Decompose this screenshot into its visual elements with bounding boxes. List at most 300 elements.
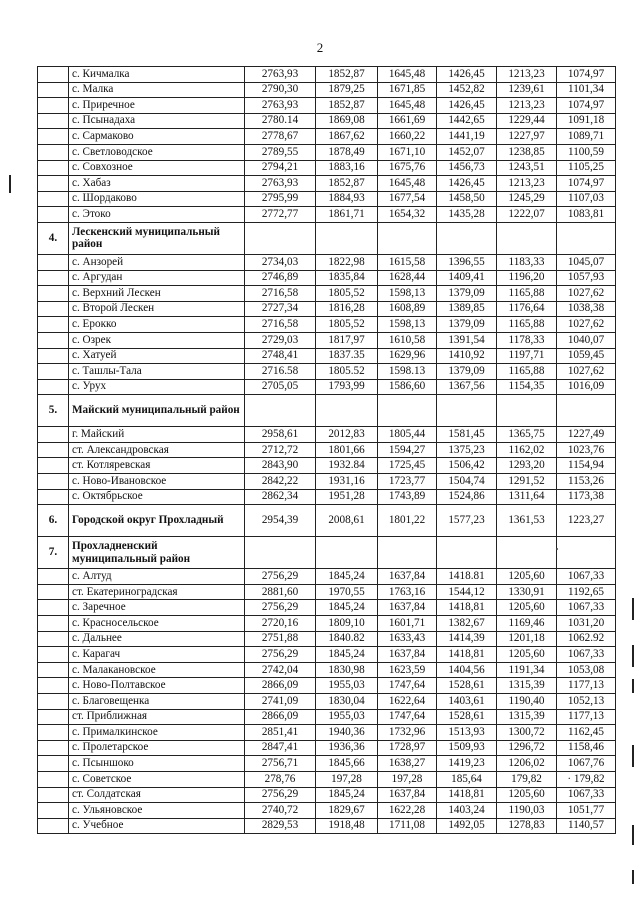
settlement-name-cell: с. Этоко	[69, 207, 245, 223]
row-index-cell	[38, 317, 69, 333]
value-cell: 1793,99	[316, 379, 378, 395]
value-cell: 1031,20	[557, 616, 616, 632]
settlement-name-cell: с. Ульяновское	[69, 803, 245, 819]
settlement-name-cell: с. Красносельское	[69, 616, 245, 632]
value-cell: 1067,76	[557, 756, 616, 772]
value-cell: 1223,27	[557, 505, 616, 537]
value-cell: 1045,07	[557, 254, 616, 270]
value-cell: 1229,44	[497, 113, 557, 129]
row-index-cell: 5.	[38, 395, 69, 427]
value-cell: 1852,87	[316, 67, 378, 83]
value-cell: 1074,97	[557, 176, 616, 192]
settlement-name-cell: с. Совхозное	[69, 160, 245, 176]
settlement-name-cell: с. Пролетарское	[69, 740, 245, 756]
value-cell: 2789,55	[245, 144, 316, 160]
value-cell: 1622,28	[378, 803, 437, 819]
settlement-name-cell: с. Ташлы-Тала	[69, 364, 245, 380]
margin-mark	[632, 645, 634, 667]
row-index-cell	[38, 67, 69, 83]
settlement-name-cell: ст. Александровская	[69, 442, 245, 458]
value-cell: 2842,22	[245, 474, 316, 490]
value-cell: 1382,67	[437, 616, 497, 632]
value-cell: 1162,45	[557, 725, 616, 741]
row-index-cell	[38, 144, 69, 160]
settlement-name-cell: с. Прималкинское	[69, 725, 245, 741]
value-cell: 1654,32	[378, 207, 437, 223]
row-index-cell	[38, 82, 69, 98]
row-index-cell	[38, 301, 69, 317]
value-cell: 1623,59	[378, 662, 437, 678]
value-cell: 1315,39	[497, 678, 557, 694]
page-number: 2	[316, 40, 324, 55]
value-cell: 1936,36	[316, 740, 378, 756]
settlement-name-cell: с. Малка	[69, 82, 245, 98]
value-cell: 1379,09	[437, 364, 497, 380]
row-index-cell	[38, 207, 69, 223]
table-row	[38, 160, 616, 176]
value-cell	[245, 222, 316, 254]
value-cell: 1176,64	[497, 301, 557, 317]
value-cell: 1205,60	[497, 600, 557, 616]
value-cell: 1243,51	[497, 160, 557, 176]
margin-mark	[632, 870, 634, 884]
value-cell: 1201,18	[497, 631, 557, 647]
value-cell: 1601,71	[378, 616, 437, 632]
district-name-cell: Лескенский муниципальный район	[69, 222, 245, 254]
value-cell: 1884,93	[316, 191, 378, 207]
value-cell: 1845,66	[316, 756, 378, 772]
value-cell: 1805,52	[316, 286, 378, 302]
value-cell: 2716,58	[245, 286, 316, 302]
value-cell: 1245,29	[497, 191, 557, 207]
value-cell: 1365,75	[497, 427, 557, 443]
value-cell: 1504,74	[437, 474, 497, 490]
row-index-cell	[38, 427, 69, 443]
value-cell: 1675,76	[378, 160, 437, 176]
row-index-cell	[38, 458, 69, 474]
scan-speck	[556, 548, 558, 550]
row-index-cell: 7.	[38, 537, 69, 569]
value-cell: 1725,45	[378, 458, 437, 474]
value-cell: 1418,81	[437, 647, 497, 663]
value-cell: 1955,03	[316, 709, 378, 725]
value-cell: 1426,45	[437, 176, 497, 192]
value-cell: 1190,40	[497, 694, 557, 710]
table-row	[38, 694, 616, 710]
value-cell: 1291,52	[497, 474, 557, 490]
value-cell: 1528,61	[437, 709, 497, 725]
value-cell: 1239,61	[497, 82, 557, 98]
value-cell: 1040,07	[557, 332, 616, 348]
value-cell: 1190,03	[497, 803, 557, 819]
value-cell: 1016,09	[557, 379, 616, 395]
value-cell: 1293,20	[497, 458, 557, 474]
table-row	[38, 647, 616, 663]
value-cell: 1628,44	[378, 270, 437, 286]
value-cell: 1404,56	[437, 662, 497, 678]
value-cell: 1361,53	[497, 505, 557, 537]
value-cell: 1083,81	[557, 207, 616, 223]
table-row	[38, 787, 616, 803]
value-cell: 2756,29	[245, 647, 316, 663]
value-cell: 2843,90	[245, 458, 316, 474]
row-index-cell	[38, 254, 69, 270]
value-cell: 1951,28	[316, 489, 378, 505]
table-row	[38, 616, 616, 632]
value-cell: 1845,24	[316, 600, 378, 616]
value-cell: 2756,29	[245, 569, 316, 585]
value-cell: 2778,67	[245, 129, 316, 145]
margin-mark	[632, 598, 634, 620]
row-index-cell	[38, 98, 69, 114]
table-row	[38, 803, 616, 819]
settlement-name-cell: с. Второй Лескен	[69, 301, 245, 317]
value-cell: 1414,39	[437, 631, 497, 647]
settlement-name-cell: с. Малакановское	[69, 662, 245, 678]
value-cell: 1227,49	[557, 427, 616, 443]
settlement-name-cell: с. Ерокко	[69, 317, 245, 333]
value-cell: 1154,35	[497, 379, 557, 395]
settlement-name-cell: с. Хатуей	[69, 348, 245, 364]
row-index-cell	[38, 616, 69, 632]
section-row	[38, 395, 616, 427]
value-cell: 1396,55	[437, 254, 497, 270]
value-cell: 1845,24	[316, 787, 378, 803]
value-cell: 1883,16	[316, 160, 378, 176]
value-cell: 1931,16	[316, 474, 378, 490]
value-cell: 2716.58	[245, 364, 316, 380]
value-cell: 1852,87	[316, 98, 378, 114]
value-cell: 1441,19	[437, 129, 497, 145]
table-row	[38, 301, 616, 317]
value-cell: 1830,04	[316, 694, 378, 710]
settlement-name-cell: с. Учебное	[69, 818, 245, 834]
settlement-name-cell: с. Дальнее	[69, 631, 245, 647]
value-cell: 1067,33	[557, 600, 616, 616]
value-cell: 1932.84	[316, 458, 378, 474]
row-index-cell	[38, 709, 69, 725]
value-cell: 1645,48	[378, 176, 437, 192]
value-cell: 1222,07	[497, 207, 557, 223]
settlement-name-cell: с. Аргудан	[69, 270, 245, 286]
table-row	[38, 709, 616, 725]
settlement-name-cell: г. Майский	[69, 427, 245, 443]
value-cell: 2866,09	[245, 709, 316, 725]
value-cell: 1403,61	[437, 694, 497, 710]
row-index-cell	[38, 364, 69, 380]
row-index-cell	[38, 332, 69, 348]
district-name-cell: Майский муниципальный район	[69, 395, 245, 427]
value-cell	[497, 395, 557, 427]
value-cell: 1107,03	[557, 191, 616, 207]
value-cell: 1205,60	[497, 569, 557, 585]
value-cell: 1528,61	[437, 678, 497, 694]
row-index-cell	[38, 803, 69, 819]
value-cell: 1633,43	[378, 631, 437, 647]
row-index-cell	[38, 176, 69, 192]
value-cell: 1622,64	[378, 694, 437, 710]
value-cell: 1410,92	[437, 348, 497, 364]
value-cell: 2012,83	[316, 427, 378, 443]
value-cell: 1165,88	[497, 364, 557, 380]
value-cell: 1300,72	[497, 725, 557, 741]
value-cell: 2954,39	[245, 505, 316, 537]
margin-mark	[632, 679, 634, 693]
table-row	[38, 458, 616, 474]
value-cell: 2790,30	[245, 82, 316, 98]
table-row	[38, 474, 616, 490]
value-cell: 1375,23	[437, 442, 497, 458]
table-row	[38, 191, 616, 207]
value-cell: 1027,62	[557, 286, 616, 302]
value-cell: 1816,28	[316, 301, 378, 317]
settlement-name-cell: с. Алтуд	[69, 569, 245, 585]
value-cell: 1878,49	[316, 144, 378, 160]
value-cell: 2756,71	[245, 756, 316, 772]
value-cell: 197,28	[378, 771, 437, 787]
value-cell: 1418,81	[437, 787, 497, 803]
settlement-name-cell: с. Озрек	[69, 332, 245, 348]
value-cell: 2729,03	[245, 332, 316, 348]
table-row	[38, 662, 616, 678]
row-index-cell	[38, 725, 69, 741]
value-cell: 1227,97	[497, 129, 557, 145]
table-row	[38, 740, 616, 756]
value-cell: 1027,62	[557, 317, 616, 333]
value-cell: 1435,28	[437, 207, 497, 223]
table-row	[38, 678, 616, 694]
value-cell: 1238,85	[497, 144, 557, 160]
value-cell: 1442,65	[437, 113, 497, 129]
value-cell: 197,28	[316, 771, 378, 787]
settlement-name-cell: с. Урух	[69, 379, 245, 395]
row-index-cell	[38, 740, 69, 756]
value-cell: 1723,77	[378, 474, 437, 490]
value-cell: 1057,93	[557, 270, 616, 286]
value-cell: 1419,23	[437, 756, 497, 772]
value-cell: 2008,61	[316, 505, 378, 537]
row-index-cell	[38, 160, 69, 176]
table-row	[38, 144, 616, 160]
table-row	[38, 379, 616, 395]
value-cell: 2851,41	[245, 725, 316, 741]
value-cell: 1052,13	[557, 694, 616, 710]
value-cell: 1677,54	[378, 191, 437, 207]
value-cell: 1192,65	[557, 584, 616, 600]
settlement-name-cell: с. Благовещенка	[69, 694, 245, 710]
value-cell: 1409,41	[437, 270, 497, 286]
row-index-cell	[38, 489, 69, 505]
value-cell: 1852,87	[316, 176, 378, 192]
value-cell: 2794,21	[245, 160, 316, 176]
value-cell	[245, 537, 316, 569]
settlement-name-cell: с. Анзорей	[69, 254, 245, 270]
value-cell: 1544,12	[437, 584, 497, 600]
value-cell: 1169,46	[497, 616, 557, 632]
settlement-name-cell: с. Псыншоко	[69, 756, 245, 772]
value-cell: 1845,24	[316, 569, 378, 585]
settlement-name-cell: с. Ново-Ивановское	[69, 474, 245, 490]
value-cell: 1191,34	[497, 662, 557, 678]
value-cell: 1213,23	[497, 67, 557, 83]
value-cell: 1452,82	[437, 82, 497, 98]
value-cell: 1645,48	[378, 98, 437, 114]
settlement-name-cell: с. Советское	[69, 771, 245, 787]
value-cell: 1822,98	[316, 254, 378, 270]
value-cell: 1091,18	[557, 113, 616, 129]
table-row	[38, 427, 616, 443]
value-cell: 1027,62	[557, 364, 616, 380]
settlement-name-cell: с. Приречное	[69, 98, 245, 114]
value-cell: 1918,48	[316, 818, 378, 834]
value-cell	[378, 395, 437, 427]
price-table	[37, 66, 616, 834]
table-row	[38, 818, 616, 834]
value-cell: 1747,64	[378, 678, 437, 694]
value-cell: 2756,29	[245, 600, 316, 616]
value-cell: 1062.92	[557, 631, 616, 647]
settlement-name-cell: с. Псынадаха	[69, 113, 245, 129]
value-cell: 1418.81	[437, 569, 497, 585]
value-cell: 1177,13	[557, 678, 616, 694]
value-cell: 1074,97	[557, 98, 616, 114]
value-cell: 1183,33	[497, 254, 557, 270]
value-cell: 1053,08	[557, 662, 616, 678]
settlement-name-cell: с. Шордаково	[69, 191, 245, 207]
value-cell: 1315,39	[497, 709, 557, 725]
value-cell	[437, 537, 497, 569]
margin-mark	[632, 825, 634, 845]
district-name-cell: Городской округ Прохладный	[69, 505, 245, 537]
row-index-cell	[38, 442, 69, 458]
section-row	[38, 537, 616, 569]
value-cell: 1845,24	[316, 647, 378, 663]
value-cell: 185,64	[437, 771, 497, 787]
value-cell: 1805,52	[316, 317, 378, 333]
value-cell: 1809,10	[316, 616, 378, 632]
row-index-cell	[38, 584, 69, 600]
row-index-cell	[38, 569, 69, 585]
value-cell: 1162,02	[497, 442, 557, 458]
value-cell: 1509,93	[437, 740, 497, 756]
value-cell: 1196,20	[497, 270, 557, 286]
table-row	[38, 600, 616, 616]
value-cell: 1608,89	[378, 301, 437, 317]
value-cell: 1506,42	[437, 458, 497, 474]
settlement-name-cell: с. Октябрьское	[69, 489, 245, 505]
value-cell: 1598,13	[378, 317, 437, 333]
value-cell: 1586,60	[378, 379, 437, 395]
value-cell: 2763,93	[245, 98, 316, 114]
value-cell: 1074,97	[557, 67, 616, 83]
row-index-cell	[38, 662, 69, 678]
value-cell: 1637,84	[378, 647, 437, 663]
value-cell: 1367,56	[437, 379, 497, 395]
value-cell: 2862,34	[245, 489, 316, 505]
table-row	[38, 725, 616, 741]
value-cell: 1101,34	[557, 82, 616, 98]
value-cell: 2716,58	[245, 317, 316, 333]
row-index-cell	[38, 756, 69, 772]
row-index-cell	[38, 379, 69, 395]
value-cell: 1059,45	[557, 348, 616, 364]
value-cell: 1165,88	[497, 317, 557, 333]
row-index-cell	[38, 474, 69, 490]
value-cell: 1732,96	[378, 725, 437, 741]
value-cell: 2720,16	[245, 616, 316, 632]
value-cell: 1051,77	[557, 803, 616, 819]
row-index-cell	[38, 191, 69, 207]
value-cell: 1598.13	[378, 364, 437, 380]
table-row	[38, 348, 616, 364]
value-cell: 1637,84	[378, 787, 437, 803]
settlement-name-cell: с. Кичмалка	[69, 67, 245, 83]
settlement-name-cell: ст. Приближная	[69, 709, 245, 725]
value-cell	[378, 222, 437, 254]
value-cell: 1629,96	[378, 348, 437, 364]
value-cell: 2958,61	[245, 427, 316, 443]
value-cell: 2741,09	[245, 694, 316, 710]
value-cell: 1637,84	[378, 569, 437, 585]
settlement-name-cell: ст. Котляревская	[69, 458, 245, 474]
value-cell: 1728,97	[378, 740, 437, 756]
district-name-cell: Прохладненский муниципальный район	[69, 537, 245, 569]
margin-mark	[632, 745, 634, 767]
value-cell: 1213,23	[497, 98, 557, 114]
value-cell: 2712,72	[245, 442, 316, 458]
value-cell: 2866,09	[245, 678, 316, 694]
margin-mark	[9, 175, 11, 193]
value-cell: 1955,03	[316, 678, 378, 694]
value-cell	[437, 222, 497, 254]
value-cell: 1869,08	[316, 113, 378, 129]
value-cell: 1403,24	[437, 803, 497, 819]
value-cell	[316, 537, 378, 569]
table-row	[38, 98, 616, 114]
value-cell: 2763,93	[245, 176, 316, 192]
table-row	[38, 207, 616, 223]
value-cell: 1743,89	[378, 489, 437, 505]
settlement-name-cell: с. Хабаз	[69, 176, 245, 192]
value-cell: 1671,10	[378, 144, 437, 160]
value-cell: 1671,85	[378, 82, 437, 98]
table-row	[38, 317, 616, 333]
value-cell: 1711,08	[378, 818, 437, 834]
value-cell: 1801,66	[316, 442, 378, 458]
row-index-cell	[38, 678, 69, 694]
value-cell: 1835,84	[316, 270, 378, 286]
value-cell: 2763,93	[245, 67, 316, 83]
value-cell: 1610,58	[378, 332, 437, 348]
value-cell: 1805,44	[378, 427, 437, 443]
value-cell: 1089,71	[557, 129, 616, 145]
table-row	[38, 67, 616, 83]
value-cell: 1153,26	[557, 474, 616, 490]
value-cell: 1038,38	[557, 301, 616, 317]
value-cell: 2780.14	[245, 113, 316, 129]
value-cell: 1879,25	[316, 82, 378, 98]
value-cell: 1205,60	[497, 647, 557, 663]
value-cell: 1100,59	[557, 144, 616, 160]
value-cell: 1379,09	[437, 317, 497, 333]
row-index-cell	[38, 771, 69, 787]
value-cell: 1577,23	[437, 505, 497, 537]
row-index-cell	[38, 129, 69, 145]
section-row	[38, 505, 616, 537]
value-cell: 1805.52	[316, 364, 378, 380]
table-row	[38, 489, 616, 505]
row-index-cell	[38, 286, 69, 302]
